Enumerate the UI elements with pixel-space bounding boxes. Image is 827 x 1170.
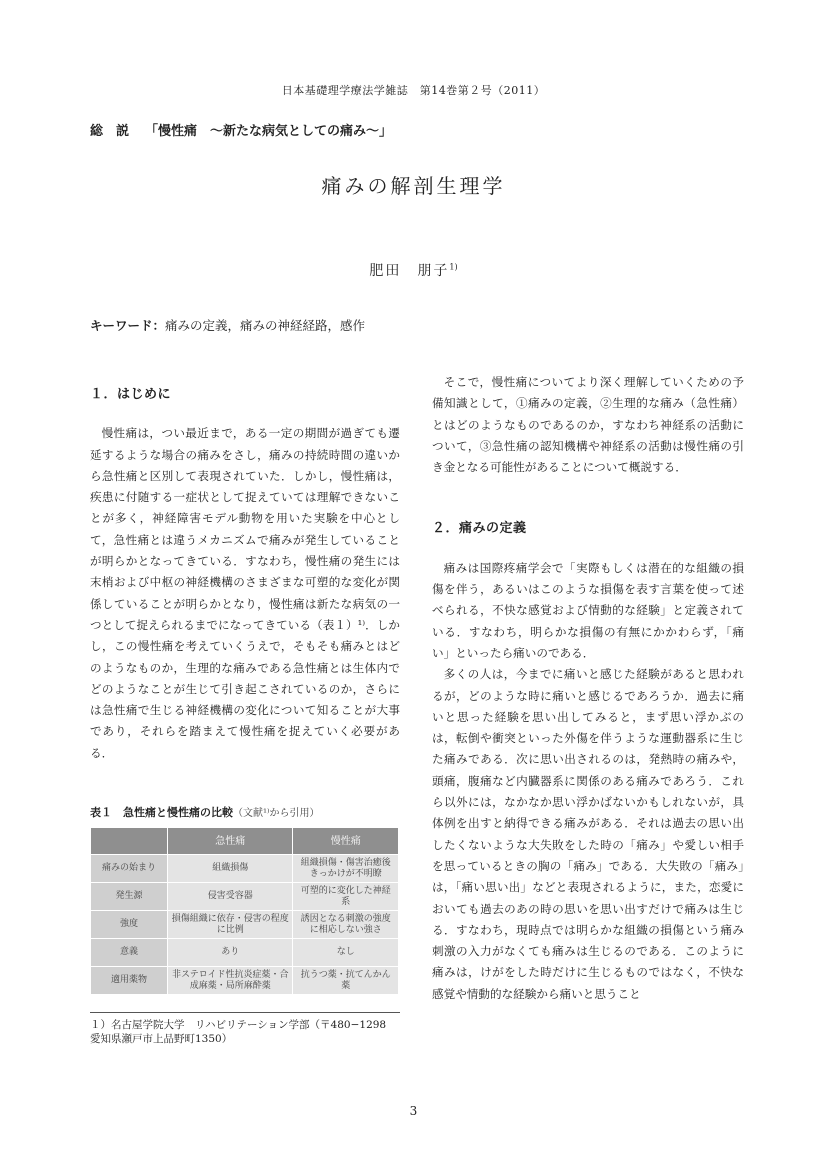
footnote-line: １）名古屋学院大学 リハビリテーション学部（〒480−1298 [90, 1019, 387, 1031]
table-cell: 侵害受容器 [168, 883, 293, 911]
table-cell: 損傷組織に依存・侵害の程度に比例 [168, 911, 293, 939]
table-row [91, 855, 399, 883]
keywords [90, 316, 365, 334]
table-header-cell: 慢性痛 [293, 828, 399, 855]
table-cell: 可塑的に変化した神経系 [293, 883, 399, 911]
section2-heading: ２．痛みの定義 [432, 521, 527, 537]
table-caption [90, 804, 319, 820]
section2-paragraph: 痛みは国際疼痛学会で「実際もしくは潜在的な組織の損傷を伴う，あるいはこのような損傷を表す言葉を使って述べられる，不快な感覚および情動的な経験」と定義されている．すなわち，明らかな損傷の有無にかかわらず，「痛い」といったら痛いのである． [432, 560, 744, 660]
table-cell: 非ステロイド性抗炎症薬・合成麻薬・局所麻酔薬 [168, 967, 293, 995]
journal-header: 日本基礎理学療法学雑誌 第14巻第２号（2011） [281, 84, 546, 97]
article-title: 痛みの解剖生理学 [321, 174, 506, 198]
table-header-cell: 急性痛 [168, 828, 293, 855]
table-header-row [91, 828, 399, 855]
left-column [90, 384, 400, 764]
footnote-line: 愛知県瀬戸市上品野町1350） [90, 1033, 233, 1045]
section2-paragraph: 多くの人は，今までに痛いと感じた経験があると思われるが，どのような時に痛いと感じるであろうか．過去に痛いと思った経験を思い出してみると，まず思い浮かぶのは，転倒や衝突といった外傷を伴うような運動器系に生じた痛みである．次に思い出されるのは，発熱時の痛みや，頭痛，腹痛など内臓器系に関係のある痛みであろう．これら以外には，なかなか思い浮かばないかもしれないが，具体例を出すと納得できる痛みがある．それは過去の思い出したくないような大失敗をした時の「痛み」や愛しい相手を思っているときの胸の「痛み」である．大失敗の「痛み」は，「痛い思い出」などと表現されるように，また，恋愛においても過去のあの時の思いを思い出すだけで痛みは生じる．すなわち，現時点では明らかな組織の損傷という痛み刺激の入力がなくても痛みは生じるのである．このように痛みは，けがをした時だけに生じるものではなく，不快な感覚や情動的な経験から痛いと思うこと [432, 667, 744, 1001]
series-topic: 「慢性痛 〜新たな病気としての痛み〜」 [145, 124, 393, 139]
table-cell: 組織損傷・傷害治癒後きっかけが不明瞭 [293, 855, 399, 883]
section1-heading: １．はじめに [90, 387, 172, 402]
table-cell: あり [168, 939, 293, 967]
table-row [91, 939, 399, 967]
table-cell: 抗うつ薬・抗てんかん薬 [293, 967, 399, 995]
table-caption-title: 表１ 急性痛と慢性痛の比較 [90, 806, 233, 819]
table-cell: 誘因となる刺激の強度に相応しない強さ [293, 911, 399, 939]
table-cell: なし [293, 939, 399, 967]
series-label: 総 説 [90, 124, 130, 139]
table-row [91, 883, 399, 911]
table-row-label: 発生源 [91, 883, 168, 911]
comparison-table [90, 827, 399, 995]
footnote-divider [90, 1012, 400, 1013]
right-column [432, 372, 744, 1005]
table-row-label: 意義 [91, 939, 168, 967]
author-name: 肥田 朋子 [369, 263, 450, 279]
table-cell: 組織損傷 [168, 855, 293, 883]
table-row [91, 911, 399, 939]
table-header-cell [91, 828, 168, 855]
table-row-label: 強度 [91, 911, 168, 939]
article-series [90, 120, 392, 139]
author-affil-mark: 1) [449, 262, 458, 272]
footnote [90, 1018, 405, 1046]
table-caption-source: （文献¹⁾から引用） [233, 808, 320, 819]
table-row-label: 適用薬物 [91, 967, 168, 995]
author-line [0, 260, 827, 280]
table-row [91, 967, 399, 995]
intro-paragraph: そこで，慢性痛についてより深く理解していくための予備知識として，①痛みの定義，②生理的な痛み（急性痛）とはどのようなものであるのか，すなわち神経系の活動について，③急性痛の認知機構や神経系の活動は慢性痛の引き金となる可能性があることについて概説する． [432, 375, 744, 475]
keywords-label: キーワード： [90, 318, 166, 333]
keywords-text: 痛みの定義，痛みの神経経路，感作 [165, 318, 366, 333]
section1-paragraph: 慢性痛は，つい最近まで，ある一定の期間が過ぎても遷延するような場合の痛みをさし，痛みの持続時間の違いから急性痛と区別して表現されていた．しかし，慢性痛は，疾患に付随する一症状として捉えていては理解できないことが多く，神経障害モデル動物を用いた実験を中心として，急性痛とは違うメカニズムで痛みが発生していることが明らかとなってきている．すなわち，慢性痛の発生には末梢および中枢の神経機構のさまざまな可塑的な変化が関係していることが明らかとなり，慢性痛は新たな病気の一つとして捉えられるまでになってきている（表１）¹⁾．しかし，この慢性痛を考えていくうえで，そもそも痛みとはどのようなものか，生理的な痛みである急性痛とは生体内でどのようなことが生じて引き起こされているのか，さらには急性痛で生じる神経機構の変化について知ることが大事であり，それらを踏まえて慢性痛を捉えていく必要がある． [90, 426, 400, 760]
table-row-label: 痛みの始まり [91, 855, 168, 883]
page-number: 3 [409, 1104, 418, 1118]
